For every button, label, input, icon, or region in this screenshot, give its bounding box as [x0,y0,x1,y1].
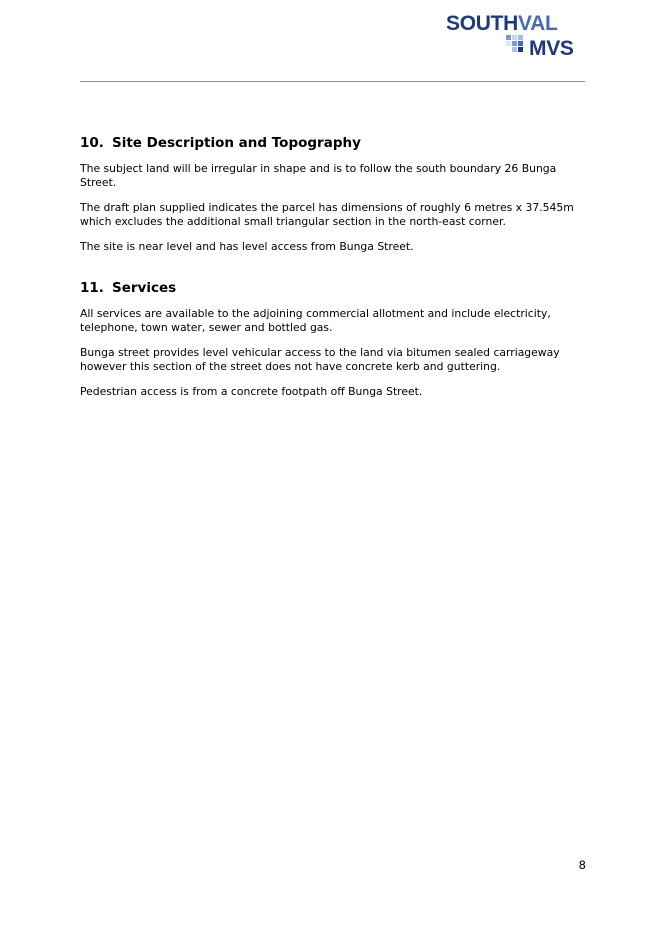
section-number: 10. [80,135,104,151]
logo-squares-icon [506,35,528,57]
logo-wordmark-val: VAL [518,12,558,35]
southval-mvs-logo [446,12,586,64]
logo-wordmark-mvs: MVS [529,37,574,60]
header-divider [80,81,585,82]
logo-wordmark-south: SOUTH [446,12,519,35]
section-spacer [80,266,585,280]
paragraph: All services are available to the adjoining commercial allotment and include electricity, telephone, town water, sewer and bottled gas. [80,306,551,334]
section-heading-site-description [80,135,585,152]
paragraph: The site is near level and has level access from Bunga Street. [80,240,414,254]
paragraph: The draft plan supplied indicates the parcel has dimensions of roughly 6 metres x 37.545m which excludes the additional small triangular section in the north-east corner. [80,201,574,228]
section-title: Site Description and Topography [112,135,361,151]
page-content [80,135,585,411]
page-number: 8 [578,858,586,872]
paragraph: Bunga street provides level vehicular access to the land via bitumen sealed carriageway however this section of the street does not have concrete kerb and guttering. [80,346,560,373]
section-title: Services [112,279,177,296]
paragraph: Pedestrian access is from a concrete footpath off Bunga Street. [80,385,423,399]
paragraph: The subject land will be irregular in shape and is to follow the south boundary 26 Bunga Street. [80,162,557,189]
section-number: 11. [80,279,104,296]
logo-wordmark-top [446,12,558,36]
section-heading-services [80,280,585,297]
